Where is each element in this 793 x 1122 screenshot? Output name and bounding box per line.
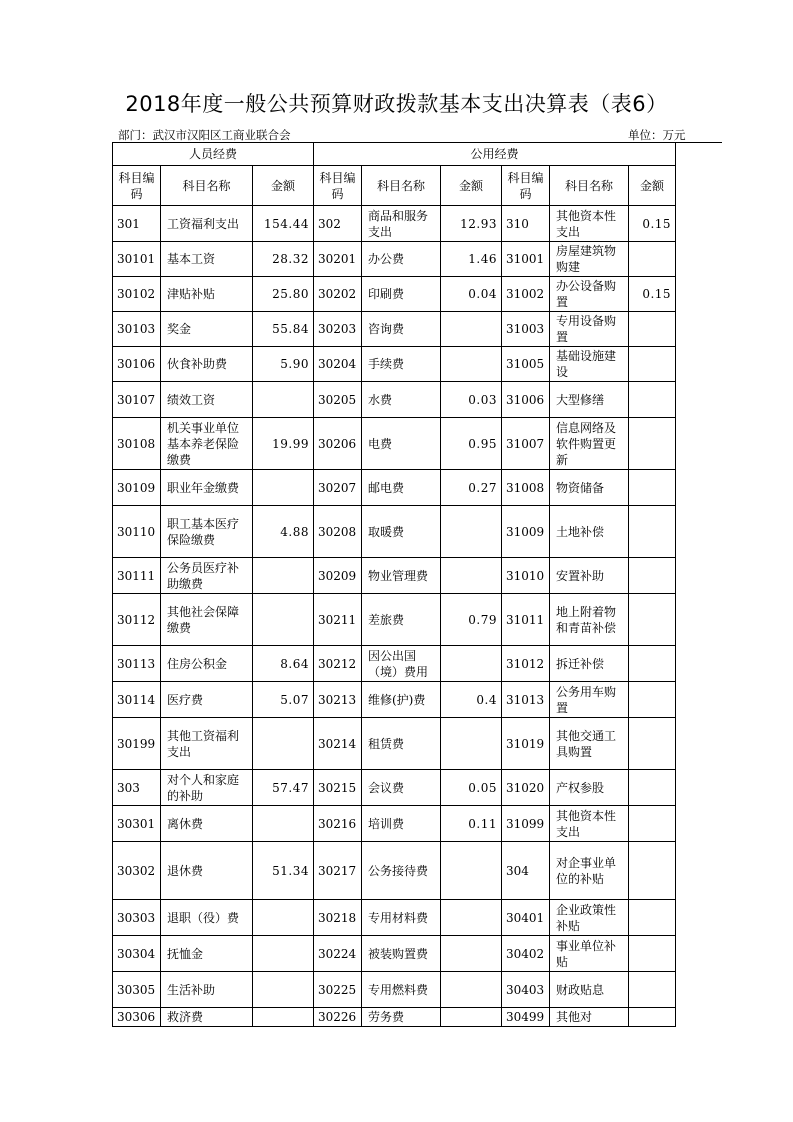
personnel-name-cell: 住房公积金 xyxy=(161,646,253,682)
budget-table-container xyxy=(112,142,676,1027)
table-row xyxy=(113,277,676,312)
public-name-cell: 专用燃料费 xyxy=(362,972,441,1008)
personnel-code-cell: 30113 xyxy=(113,646,161,682)
table-row xyxy=(113,558,676,594)
personnel-name-cell: 对个人和家庭的补助 xyxy=(161,770,253,806)
personnel-name-cell: 基本工资 xyxy=(161,242,253,277)
table-row xyxy=(113,418,676,470)
personnel-name-cell: 职业年金缴费 xyxy=(161,470,253,506)
public-amount-cell xyxy=(441,900,502,936)
personnel-amount-cell: 55.84 xyxy=(253,312,314,347)
personnel-name-cell: 职工基本医疗保险缴费 xyxy=(161,506,253,558)
capital-name-cell: 产权参股 xyxy=(550,770,629,806)
table-row xyxy=(113,806,676,842)
public-code-cell: 302 xyxy=(314,206,362,242)
public-name-cell: 水费 xyxy=(362,382,441,418)
personnel-amount-cell xyxy=(253,594,314,646)
public-amount-cell xyxy=(441,936,502,972)
personnel-code-cell: 30111 xyxy=(113,558,161,594)
personnel-amount-cell: 19.99 xyxy=(253,418,314,470)
table-row xyxy=(113,936,676,972)
personnel-code-cell: 30305 xyxy=(113,972,161,1008)
personnel-amount-cell xyxy=(253,718,314,770)
public-amount-cell xyxy=(441,558,502,594)
personnel-name-cell: 奖金 xyxy=(161,312,253,347)
capital-amount-cell xyxy=(629,682,676,718)
personnel-amount-cell: 5.07 xyxy=(253,682,314,718)
capital-code-cell: 31013 xyxy=(502,682,550,718)
capital-code-cell: 304 xyxy=(502,842,550,900)
public-code-cell: 30224 xyxy=(314,936,362,972)
public-name-cell: 劳务费 xyxy=(362,1008,441,1027)
personnel-name-cell: 津贴补贴 xyxy=(161,277,253,312)
capital-code-cell: 30403 xyxy=(502,972,550,1008)
capital-amount-cell xyxy=(629,594,676,646)
public-amount-cell: 0.79 xyxy=(441,594,502,646)
public-name-cell: 咨询费 xyxy=(362,312,441,347)
capital-name-cell: 大型修缮 xyxy=(550,382,629,418)
personnel-name-cell: 救济费 xyxy=(161,1008,253,1027)
capital-amount-cell xyxy=(629,900,676,936)
table-row xyxy=(113,972,676,1008)
personnel-amount-cell: 8.64 xyxy=(253,646,314,682)
public-code-cell: 30209 xyxy=(314,558,362,594)
capital-amount-cell xyxy=(629,646,676,682)
amount-header: 金额 xyxy=(441,166,502,206)
capital-code-cell: 310 xyxy=(502,206,550,242)
public-code-cell: 30201 xyxy=(314,242,362,277)
capital-code-cell: 31099 xyxy=(502,806,550,842)
column-header-row xyxy=(113,166,676,206)
public-code-cell: 30212 xyxy=(314,646,362,682)
public-amount-cell: 0.27 xyxy=(441,470,502,506)
personnel-name-cell: 绩效工资 xyxy=(161,382,253,418)
personnel-amount-cell: 4.88 xyxy=(253,506,314,558)
group-header-row xyxy=(113,143,676,166)
capital-amount-cell xyxy=(629,806,676,842)
table-row xyxy=(113,312,676,347)
table-row xyxy=(113,718,676,770)
public-amount-cell: 1.46 xyxy=(441,242,502,277)
code-header: 科目编码 xyxy=(502,166,550,206)
personnel-code-cell: 30302 xyxy=(113,842,161,900)
public-amount-cell xyxy=(441,972,502,1008)
public-code-cell: 30218 xyxy=(314,900,362,936)
capital-code-cell: 31001 xyxy=(502,242,550,277)
public-amount-cell: 0.95 xyxy=(441,418,502,470)
personnel-name-cell: 其他工资福利支出 xyxy=(161,718,253,770)
capital-code-cell: 31020 xyxy=(502,770,550,806)
public-name-cell: 租赁费 xyxy=(362,718,441,770)
personnel-amount-cell xyxy=(253,382,314,418)
capital-name-cell: 其他交通工具购置 xyxy=(550,718,629,770)
capital-amount-cell xyxy=(629,558,676,594)
personnel-name-cell: 生活补助 xyxy=(161,972,253,1008)
capital-amount-cell xyxy=(629,470,676,506)
capital-code-cell: 30401 xyxy=(502,900,550,936)
public-amount-cell: 0.03 xyxy=(441,382,502,418)
public-amount-cell: 12.93 xyxy=(441,206,502,242)
personnel-code-cell: 30101 xyxy=(113,242,161,277)
personnel-name-cell: 抚恤金 xyxy=(161,936,253,972)
budget-table xyxy=(112,142,676,1027)
public-code-cell: 30205 xyxy=(314,382,362,418)
public-name-cell: 邮电费 xyxy=(362,470,441,506)
capital-amount-cell xyxy=(629,972,676,1008)
capital-name-cell: 房屋建筑物购建 xyxy=(550,242,629,277)
personnel-name-cell: 公务员医疗补助缴费 xyxy=(161,558,253,594)
public-amount-cell xyxy=(441,347,502,382)
personnel-code-cell: 30114 xyxy=(113,682,161,718)
personnel-name-cell: 退职（役）费 xyxy=(161,900,253,936)
table-row xyxy=(113,470,676,506)
public-name-cell: 因公出国（境）费用 xyxy=(362,646,441,682)
public-amount-cell xyxy=(441,842,502,900)
amount-header: 金额 xyxy=(629,166,676,206)
personnel-code-cell: 30306 xyxy=(113,1008,161,1027)
public-amount-cell xyxy=(441,1008,502,1027)
table-row xyxy=(113,1008,676,1027)
table-row xyxy=(113,594,676,646)
public-name-cell: 被装购置费 xyxy=(362,936,441,972)
capital-amount-cell: 0.15 xyxy=(629,206,676,242)
personnel-name-cell: 退休费 xyxy=(161,842,253,900)
public-amount-cell: 0.04 xyxy=(441,277,502,312)
table-row xyxy=(113,206,676,242)
personnel-code-cell: 30109 xyxy=(113,470,161,506)
capital-name-cell: 其他资本性支出 xyxy=(550,206,629,242)
public-name-cell: 专用材料费 xyxy=(362,900,441,936)
capital-name-cell: 公务用车购置 xyxy=(550,682,629,718)
table-row xyxy=(113,347,676,382)
personnel-amount-cell xyxy=(253,972,314,1008)
public-code-cell: 30217 xyxy=(314,842,362,900)
personnel-amount-cell: 5.90 xyxy=(253,347,314,382)
capital-code-cell: 31002 xyxy=(502,277,550,312)
public-code-cell: 30204 xyxy=(314,347,362,382)
table-row xyxy=(113,382,676,418)
personnel-code-cell: 30303 xyxy=(113,900,161,936)
capital-name-cell: 地上附着物和青苗补偿 xyxy=(550,594,629,646)
personnel-code-cell: 30102 xyxy=(113,277,161,312)
capital-code-cell: 30402 xyxy=(502,936,550,972)
capital-name-cell: 物资储备 xyxy=(550,470,629,506)
capital-code-cell: 31010 xyxy=(502,558,550,594)
personnel-code-cell: 301 xyxy=(113,206,161,242)
public-name-cell: 培训费 xyxy=(362,806,441,842)
public-code-cell: 30226 xyxy=(314,1008,362,1027)
capital-amount-cell xyxy=(629,382,676,418)
capital-code-cell: 31012 xyxy=(502,646,550,682)
capital-code-cell: 31005 xyxy=(502,347,550,382)
capital-name-cell: 土地补偿 xyxy=(550,506,629,558)
personnel-amount-cell xyxy=(253,470,314,506)
capital-amount-cell xyxy=(629,347,676,382)
public-amount-cell xyxy=(441,646,502,682)
capital-name-cell: 对企事业单位的补贴 xyxy=(550,842,629,900)
capital-amount-cell xyxy=(629,1008,676,1027)
personnel-amount-cell: 28.32 xyxy=(253,242,314,277)
table-row xyxy=(113,506,676,558)
capital-name-cell: 基础设施建设 xyxy=(550,347,629,382)
public-code-cell: 30207 xyxy=(314,470,362,506)
personnel-amount-cell: 25.80 xyxy=(253,277,314,312)
public-amount-cell: 0.05 xyxy=(441,770,502,806)
public-name-cell: 商品和服务支出 xyxy=(362,206,441,242)
name-header: 科目名称 xyxy=(161,166,253,206)
capital-name-cell: 信息网络及软件购置更新 xyxy=(550,418,629,470)
personnel-code-cell: 30199 xyxy=(113,718,161,770)
personnel-code-cell: 30110 xyxy=(113,506,161,558)
personnel-code-cell: 30112 xyxy=(113,594,161,646)
public-code-cell: 30214 xyxy=(314,718,362,770)
personnel-code-cell: 30301 xyxy=(113,806,161,842)
public-code-cell: 30216 xyxy=(314,806,362,842)
personnel-amount-cell: 57.47 xyxy=(253,770,314,806)
unit-label: 单位：万元 xyxy=(628,128,686,142)
capital-name-cell: 其他资本性支出 xyxy=(550,806,629,842)
public-name-cell: 差旅费 xyxy=(362,594,441,646)
amount-header: 金额 xyxy=(253,166,314,206)
table-row xyxy=(113,770,676,806)
name-header: 科目名称 xyxy=(550,166,629,206)
personnel-code-cell: 30103 xyxy=(113,312,161,347)
capital-amount-cell xyxy=(629,242,676,277)
capital-name-cell: 安置补助 xyxy=(550,558,629,594)
capital-name-cell: 办公设备购置 xyxy=(550,277,629,312)
public-amount-cell xyxy=(441,506,502,558)
public-name-cell: 电费 xyxy=(362,418,441,470)
name-header: 科目名称 xyxy=(362,166,441,206)
public-name-cell: 公务接待费 xyxy=(362,842,441,900)
public-amount-cell xyxy=(441,312,502,347)
public-name-cell: 维修(护)费 xyxy=(362,682,441,718)
personnel-name-cell: 医疗费 xyxy=(161,682,253,718)
table-row xyxy=(113,682,676,718)
public-name-cell: 办公费 xyxy=(362,242,441,277)
capital-amount-cell xyxy=(629,506,676,558)
public-name-cell: 手续费 xyxy=(362,347,441,382)
code-header: 科目编码 xyxy=(314,166,362,206)
public-amount-cell xyxy=(441,718,502,770)
personnel-group-header: 人员经费 xyxy=(113,143,314,166)
capital-amount-cell xyxy=(629,936,676,972)
public-name-cell: 取暖费 xyxy=(362,506,441,558)
capital-amount-cell xyxy=(629,312,676,347)
capital-code-cell: 31007 xyxy=(502,418,550,470)
personnel-name-cell: 工资福利支出 xyxy=(161,206,253,242)
personnel-code-cell: 303 xyxy=(113,770,161,806)
capital-amount-cell xyxy=(629,842,676,900)
capital-amount-cell xyxy=(629,770,676,806)
capital-code-cell: 31003 xyxy=(502,312,550,347)
public-code-cell: 30215 xyxy=(314,770,362,806)
public-amount-cell: 0.11 xyxy=(441,806,502,842)
public-code-cell: 30202 xyxy=(314,277,362,312)
personnel-code-cell: 30106 xyxy=(113,347,161,382)
personnel-amount-cell xyxy=(253,806,314,842)
personnel-code-cell: 30304 xyxy=(113,936,161,972)
capital-code-cell: 31019 xyxy=(502,718,550,770)
capital-amount-cell xyxy=(629,418,676,470)
public-code-cell: 30213 xyxy=(314,682,362,718)
capital-code-cell: 30499 xyxy=(502,1008,550,1027)
page-title: 2018年度一般公共预算财政拨款基本支出决算表（表6） xyxy=(125,92,668,116)
personnel-name-cell: 离休费 xyxy=(161,806,253,842)
table-row xyxy=(113,242,676,277)
capital-amount-cell: 0.15 xyxy=(629,277,676,312)
code-header: 科目编码 xyxy=(113,166,161,206)
public-name-cell: 印刷费 xyxy=(362,277,441,312)
personnel-code-cell: 30108 xyxy=(113,418,161,470)
table-row xyxy=(113,646,676,682)
capital-name-cell: 专用设备购置 xyxy=(550,312,629,347)
capital-name-cell: 其他对 xyxy=(550,1008,629,1027)
personnel-code-cell: 30107 xyxy=(113,382,161,418)
capital-code-cell: 31008 xyxy=(502,470,550,506)
table-row xyxy=(113,900,676,936)
personnel-amount-cell xyxy=(253,900,314,936)
personnel-amount-cell: 51.34 xyxy=(253,842,314,900)
public-code-cell: 30208 xyxy=(314,506,362,558)
public-code-cell: 30203 xyxy=(314,312,362,347)
personnel-amount-cell: 154.44 xyxy=(253,206,314,242)
table-row xyxy=(113,842,676,900)
public-amount-cell: 0.4 xyxy=(441,682,502,718)
public-name-cell: 物业管理费 xyxy=(362,558,441,594)
personnel-amount-cell xyxy=(253,558,314,594)
personnel-name-cell: 其他社会保障缴费 xyxy=(161,594,253,646)
capital-name-cell: 财政贴息 xyxy=(550,972,629,1008)
capital-code-cell: 31009 xyxy=(502,506,550,558)
capital-name-cell: 企业政策性补贴 xyxy=(550,900,629,936)
public-code-cell: 30225 xyxy=(314,972,362,1008)
capital-name-cell: 拆迁补偿 xyxy=(550,646,629,682)
public-group-header: 公用经费 xyxy=(314,143,676,166)
personnel-name-cell: 机关事业单位基本养老保险缴费 xyxy=(161,418,253,470)
capital-amount-cell xyxy=(629,718,676,770)
personnel-name-cell: 伙食补助费 xyxy=(161,347,253,382)
public-code-cell: 30211 xyxy=(314,594,362,646)
public-code-cell: 30206 xyxy=(314,418,362,470)
capital-code-cell: 31006 xyxy=(502,382,550,418)
personnel-amount-cell xyxy=(253,936,314,972)
capital-code-cell: 31011 xyxy=(502,594,550,646)
public-name-cell: 会议费 xyxy=(362,770,441,806)
capital-name-cell: 事业单位补贴 xyxy=(550,936,629,972)
personnel-amount-cell xyxy=(253,1008,314,1027)
department-label: 部门：武汉市汉阳区工商业联合会 xyxy=(118,128,291,142)
